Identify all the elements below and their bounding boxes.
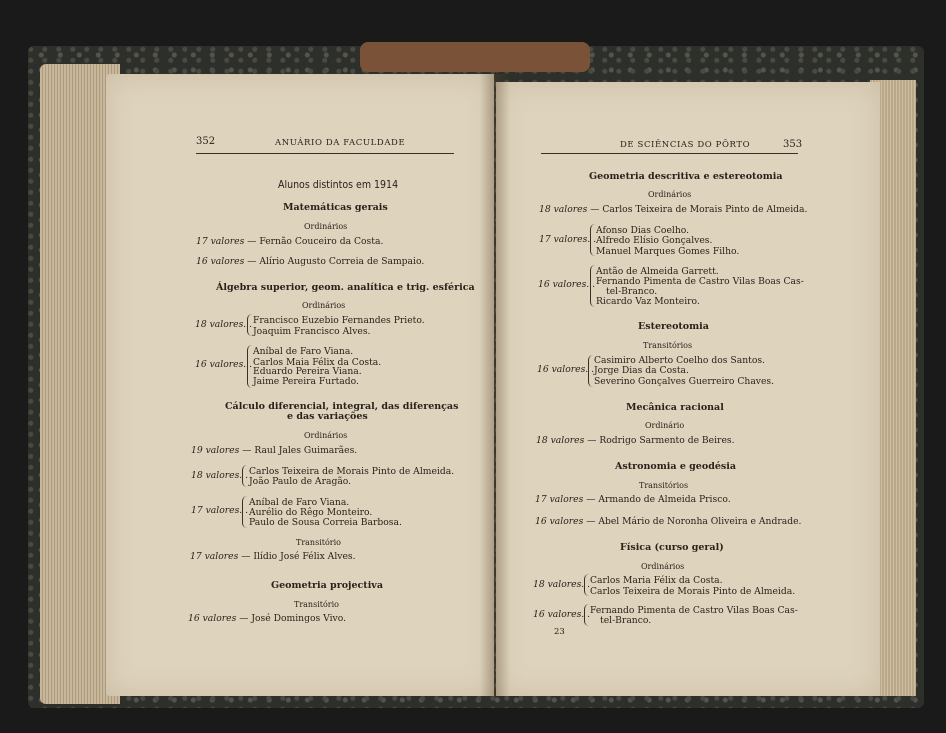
student-name: Antão de Almeida Garrett. — [596, 266, 719, 277]
grade-label: 17 valores. . — [539, 234, 597, 245]
entry-line: 18 valores — Carlos Teixeira de Morais Pinto de Almeida. — [539, 204, 808, 215]
student-name: Casimiro Alberto Coelho dos Santos. — [594, 355, 765, 366]
page-number-left: 352 — [196, 136, 216, 147]
entry-line: 17 valores — Fernão Couceiro da Costa. — [196, 236, 384, 247]
section-heading: Mecânica racional — [626, 402, 724, 413]
student-name: Carlos Maria Félix da Costa. — [590, 575, 723, 586]
section-heading: Cálculo diferencial, integral, das diferenças — [225, 401, 459, 412]
entry-line: 18 valores — Rodrigo Sarmento de Beires. — [536, 435, 735, 446]
student-name: Ricardo Vaz Monteiro. — [596, 296, 700, 307]
student-name: Carlos Teixeira de Morais Pinto de Almeida. — [590, 586, 796, 597]
student-name: Fernando Pimenta de Castro Vilas Boas Cas- — [596, 276, 804, 287]
student-name: Manuel Marques Gomes Filho. — [596, 246, 740, 257]
student-name: Aníbal de Faro Viana. — [249, 497, 350, 508]
student-name: Alfredo Elísio Gonçalves. — [596, 235, 713, 246]
category-label: Ordinários — [304, 222, 348, 231]
entry-line: 17 valores — Ilídio José Félix Alves. — [190, 551, 356, 562]
student-name: Jaime Pereira Furtado. — [253, 376, 359, 387]
grade-label: 18 valores. . — [533, 579, 591, 590]
page-number-right: 353 — [783, 139, 803, 150]
category-label: Transitórios — [643, 341, 693, 350]
grade-label: 16 valores. . — [533, 609, 591, 620]
category-label: Transitório — [294, 600, 339, 609]
running-head-right: DE SCIÊNCIAS DO PÔRTO — [620, 140, 751, 150]
book-spine — [360, 42, 590, 72]
signature-mark: 23 — [554, 627, 565, 637]
header-rule-right — [541, 153, 798, 154]
section-heading: Álgebra superior, geom. analítica e trig. esférica — [216, 282, 475, 293]
category-label: Ordinários — [304, 431, 348, 440]
section-heading: Física (curso geral) — [620, 542, 724, 553]
student-name: Francisco Euzebio Fernandes Prieto. — [253, 315, 425, 326]
category-label: Ordinário — [645, 421, 685, 430]
student-name: Carlos Teixeira de Morais Pinto de Almeida. — [249, 466, 455, 477]
grade-label: 16 valores. . — [195, 359, 253, 370]
section-heading: Matemáticas gerais — [283, 202, 388, 213]
student-name: Fernando Pimenta de Castro Vilas Boas Cas- — [590, 605, 798, 616]
page-title: Alunos distintos em 1914 — [278, 179, 399, 191]
student-name: tel-Branco. — [606, 286, 658, 297]
section-heading: Geometria projectiva — [271, 580, 383, 591]
grade-label: 18 valores. . — [195, 319, 253, 330]
student-name: Jorge Dias da Costa. — [594, 365, 689, 376]
brace — [242, 496, 248, 528]
category-label: Ordinários — [302, 301, 346, 310]
grade-label: 16 valores. . — [538, 279, 596, 290]
section-heading: Estereotomia — [638, 321, 709, 332]
entry-line: 16 valores — José Domingos Vivo. — [188, 613, 347, 624]
entry-line: 17 valores — Armando de Almeida Prisco. — [535, 494, 731, 505]
student-name: tel-Branco. — [600, 615, 652, 626]
entry-line: 16 valores — Alírio Augusto Correia de Sampaio. — [196, 256, 425, 267]
header-rule-left — [196, 153, 454, 154]
section-heading: Geometria descritiva e estereotomia — [589, 171, 783, 182]
category-label: Transitórios — [639, 481, 689, 490]
student-name: Eduardo Pereira Viana. — [253, 366, 362, 377]
student-name: João Paulo de Aragão. — [249, 476, 352, 487]
student-name: Aurélio do Rêgo Monteiro. — [249, 507, 373, 518]
student-name: Aníbal de Faro Viana. — [253, 346, 354, 357]
student-name: Afonso Dias Coelho. — [596, 225, 690, 236]
entry-line: 16 valores — Abel Mário de Noronha Oliveira e Andrade. — [535, 516, 802, 527]
section-heading: e das variações — [287, 411, 368, 422]
category-label: Transitório — [296, 538, 341, 547]
student-name: Severino Gonçalves Guerreiro Chaves. — [594, 376, 775, 387]
brace — [242, 465, 248, 487]
section-heading: Astronomia e geodésia — [615, 461, 736, 472]
student-name: Joaquim Francisco Alves. — [253, 326, 371, 337]
category-label: Ordinários — [641, 562, 685, 571]
grade-label: 17 valores. . — [191, 505, 249, 516]
category-label: Ordinários — [648, 190, 692, 199]
student-name: Carlos Maia Félix da Costa. — [253, 357, 382, 368]
running-head-left: ANUÁRIO DA FACULDADE — [275, 138, 406, 148]
grade-label: 16 valores. . — [537, 364, 595, 375]
book-gutter — [480, 74, 510, 696]
student-name: Paulo de Sousa Correia Barbosa. — [249, 517, 402, 528]
grade-label: 18 valores. . — [191, 470, 249, 481]
entry-line: 19 valores — Raul Jales Guimarães. — [191, 445, 358, 456]
